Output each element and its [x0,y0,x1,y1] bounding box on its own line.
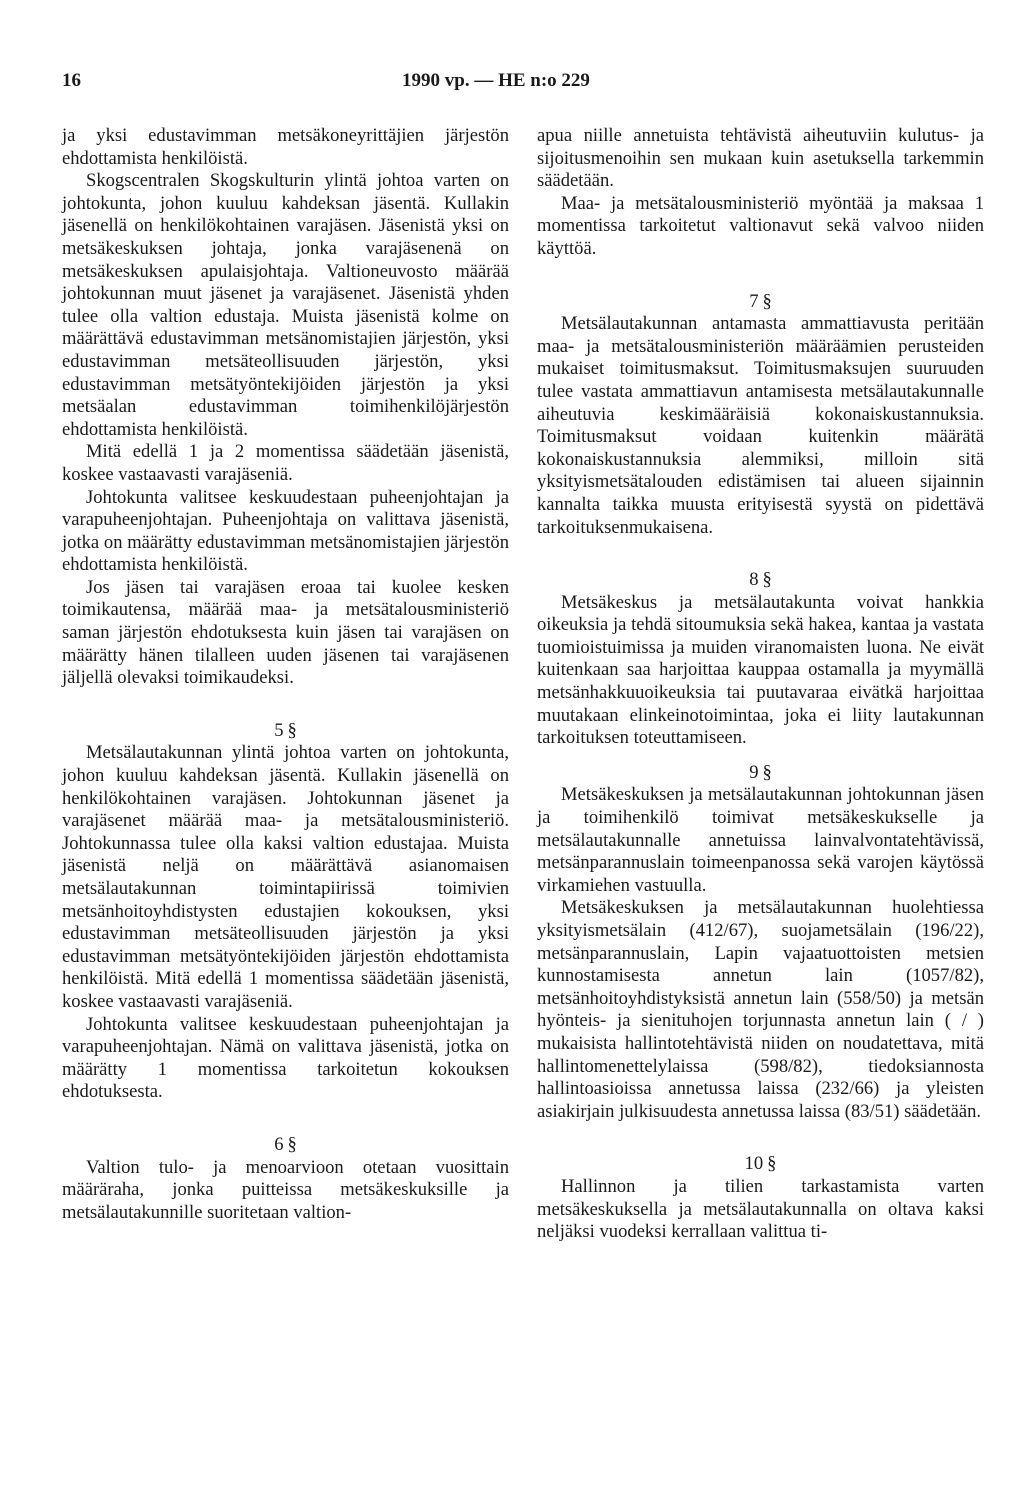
section-symbol: § [762,569,772,591]
section-heading-7 [537,291,984,314]
paragraph: ja yksi edustavimman metsäkoneyrittäjien järjestön ehdottamista henkilöistä. [62,125,509,169]
section-heading-6 [62,1134,509,1157]
section-number: 10 [744,1153,764,1175]
page-header [62,70,962,100]
section-number: 6 [274,1133,284,1155]
paragraph: Hallinnon ja tilien tarkastamista varten metsäkeskuksella ja metsälautakunnalla on oltava kaksi neljäksi vuodeksi kerrallaan valittua ti- [537,1175,984,1243]
paragraph: Metsäkeskus ja metsälautakunta voivat hankkia oikeuksia ja tehdä sitoumuksia sekä hakea, kantaa ja vastata tuomioistuimissa ja muiden viranomaisten luona. Ne eivät kuitenkaan saa harjoittaa kauppaa ostamalla ja myymällä metsänhakkuuoikeuksia tai puutavaraa eivätkä harjoittaa muutakaan elinkeinotoimintaa, joka ei liity lautakunnan tarkoituksen toteuttamiseen. [537,591,984,749]
section-number: 9 [749,761,759,783]
section-heading-5 [62,720,509,743]
paragraph: Maa- ja metsätalousministeriö myöntää ja maksaa 1 momentissa tarkoitetut valtionavut sekä valvoo niiden käyttöä. [537,192,984,259]
section-heading-8 [537,569,984,592]
paragraph: Johtokunta valitsee keskuudestaan puheenjohtajan ja varapuheenjohtajan. Puheenjohtaja on valittava jäsenistä, jotka on määrätty edustavimman metsänomistajien järjestön ehdottamista henkilöistä. [62,486,509,576]
document-reference: 1990 vp. — HE n:o 229 [402,70,590,91]
section-number: 8 [749,569,759,591]
section-symbol: § [767,1153,777,1175]
paragraph: Metsälautakunnan antamasta ammattiavusta peritään maa- ja metsätalousministeriön määräämien perusteiden mukaiset toimitusmaksut. Toimitusmaksujen suuruuden tulee vastata ammattiavun antamisesta metsälautakunnalle aiheutuvia keskimääräisiä kokonaiskustannuksia. Toimitusmaksut voidaan kuitenkin määrätä kokonaiskustannuksia alemmiksi, milloin sitä yksityismetsätalouden edistämisen tai alueen sijainnin kannalta taikka muusta erityisestä syystä on pidettävä tarkoituksenmukaisena. [537,313,984,538]
right-column [537,125,984,1244]
section-symbol: § [287,1133,297,1155]
section-heading-9 [537,762,984,785]
paragraph: Skogscentralen Skogskulturin ylintä johtoa varten on johtokunta, johon kuuluu kahdeksan jäsentä. Kullakin jäsenellä on henkilökohtainen varajäsen. Jäsenistä yksi on metsäkeskuksen johtaja, jonka varajäsenenä on metsäkeskuksen apulaisjohtaja. Valtioneuvosto määrää johtokunnan muut jäsenet ja varajäsenet. Jäsenistä yhden tulee olla valtion edustaja. Muista jäsenistä kolme on määrättävä edustavimman metsänomistajien järjestön, yksi edustavimman metsäteollisuuden järjestön, yksi edustavimman metsätyöntekijöiden järjestön ja yksi metsäalan edustavimman toimihenkilöjärjestön ehdottamista henkilöistä. [62,170,509,440]
paragraph: Johtokunta valitsee keskuudestaan puheenjohtajan ja varapuheenjohtajan. Nämä on valittava jäsenistä, jotka on määrätty 1 momentissa tarkoitetun kokouksen ehdotuksesta. [62,1013,509,1103]
page-number: 16 [62,70,81,91]
paragraph: Metsäkeskuksen ja metsälautakunnan huolehtiessa yksityismetsälain (412/67), suojametsälain (196/22), metsänparannuslain, Lapin vajaatuottoisten metsien kunnostamisesta annetun lain (1057/82), metsänhoitoyhdistyksistä annetun lain (558/50) ja metsän hyönteis- ja sienituhojen torjunnasta annetun lain ( / ) mukaisista hallintotehtävistä niiden on noudatettava, mitä hallintomenettelylaissa (598/82), tiedoksiannosta hallintoasioissa annetussa laissa (232/66) ja yleisten asiakirjain julkisuudesta annetussa laissa (83/51) säädetään. [537,897,984,1122]
section-number: 7 [749,290,759,312]
paragraph: Jos jäsen tai varajäsen eroaa tai kuolee kesken toimikautensa, määrää maa- ja metsätalousministeriö saman järjestön ehdotuksesta kuin jäsen tai varajäsen on määrätty hänen tilalleen uuden jäsenen tai varajäsenen jäljellä olevaksi toimikaudeksi. [62,576,509,689]
section-symbol: § [762,761,772,783]
section-number: 5 [274,719,284,741]
paragraph: Valtion tulo- ja menoarvioon otetaan vuosittain määräraha, jonka puitteissa metsäkeskuksille ja metsälautakunnille suoritetaan valtion- [62,1156,509,1223]
paragraph: Mitä edellä 1 ja 2 momentissa säädetään jäsenistä, koskee vastaavasti varajäseniä. [62,441,509,485]
section-heading-10 [537,1153,984,1176]
section-symbol: § [762,290,772,312]
section-symbol: § [287,719,297,741]
paragraph: apua niille annetuista tehtävistä aiheutuviin kulutus- ja sijoitusmenoihin sen mukaan kuin asetuksella tarkemmin säädetään. [537,125,984,192]
left-column [62,125,509,1224]
paragraph: Metsälautakunnan ylintä johtoa varten on johtokunta, johon kuuluu kahdeksan jäsentä. Kullakin jäsenellä on henkilökohtainen varajäsen. Johtokunnan jäsenet ja varajäsenet määrää maa- ja metsätalousministeriö. Johtokunnassa tulee olla kaksi valtion edustajaa. Muista jäsenistä neljä on määrättävä asianomaisen metsälautakunnan toimintapiirissä toimivien metsänhoitoyhdistysten edustajien kokouksen, yksi edustavimman metsäteollisuuden järjestön ja yksi edustavimman metsätyöntekijöiden järjestön ehdottamista henkilöistä. Mitä edellä 1 momentissa säädetään jäsenistä, koskee vastaavasti varajäseniä. [62,742,509,1012]
paragraph: Metsäkeskuksen ja metsälautakunnan johtokunnan jäsen ja toimihenkilö toimivat metsäkeskukselle ja metsälautakunnalle annetuissa lainvalvontatehtävissä, metsänparannuslain toimeenpanossa sekä varojen käytössä virkamiehen vastuulla. [537,784,984,896]
